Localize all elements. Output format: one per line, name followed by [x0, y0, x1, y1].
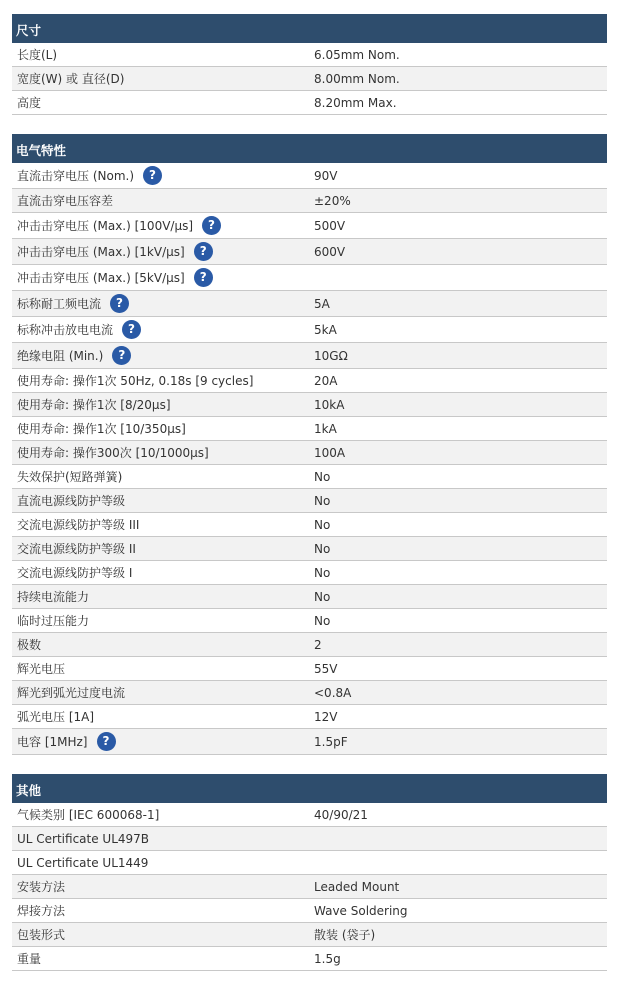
table-row — [12, 681, 607, 705]
table-row — [12, 465, 607, 489]
row-label-text: 直流击穿电压 (Nom.) — [17, 169, 135, 183]
row-value: 8.00mm Nom. — [314, 71, 400, 86]
section-title: 尺寸 — [12, 14, 607, 43]
row-label-text: 包装形式 — [17, 928, 66, 942]
row-value: No — [314, 589, 331, 604]
table-row — [12, 875, 607, 899]
row-label — [17, 317, 141, 342]
table-row — [12, 609, 607, 633]
table-row — [12, 851, 607, 875]
row-label-text: 标称耐工频电流 — [17, 297, 102, 311]
row-label — [17, 681, 125, 704]
row-value: Wave Soldering — [314, 903, 408, 918]
row-label — [17, 537, 136, 560]
row-label — [17, 369, 253, 392]
row-label — [17, 585, 89, 608]
table-row — [12, 827, 607, 851]
row-label-text: 使用寿命: 操作300次 [10/1000µs] — [17, 446, 209, 460]
row-label-text: 焊接方法 — [17, 904, 66, 918]
table-row — [12, 633, 607, 657]
table-row — [12, 189, 607, 213]
row-label-text: 安装方法 — [17, 880, 66, 894]
row-value: No — [314, 493, 331, 508]
help-icon[interactable]: ? — [110, 294, 129, 313]
row-label-text: 电容 [1MHz] — [17, 735, 88, 749]
row-value: 1.5pF — [314, 734, 348, 749]
row-label — [17, 239, 213, 264]
row-value: 40/90/21 — [314, 807, 368, 822]
row-value: <0.8A — [314, 685, 352, 700]
row-label — [17, 705, 94, 728]
help-icon[interactable]: ? — [194, 268, 213, 287]
table-row — [12, 43, 607, 67]
row-value: 55V — [314, 661, 338, 676]
row-value: 5A — [314, 296, 330, 311]
row-value: 10GΩ — [314, 348, 348, 363]
row-label — [17, 947, 41, 970]
row-label — [17, 633, 41, 656]
table-row — [12, 393, 607, 417]
row-label-text: 临时过压能力 — [17, 614, 90, 628]
row-label — [17, 67, 124, 90]
row-label — [17, 609, 89, 632]
row-label-text: 冲击击穿电压 (Max.) [1kV/µs] — [17, 245, 185, 259]
table-row — [12, 91, 607, 115]
table-row — [12, 537, 607, 561]
row-label — [17, 189, 113, 212]
row-value: 90V — [314, 168, 338, 183]
row-label-text: 交流电源线防护等级 II — [17, 542, 136, 556]
help-icon[interactable]: ? — [112, 346, 131, 365]
row-label-text: UL Certificate UL497B — [17, 831, 150, 846]
row-label — [17, 851, 148, 874]
row-label-text: 失效保护(短路弹簧) — [17, 470, 123, 484]
row-label — [17, 91, 41, 114]
row-label — [17, 657, 65, 680]
row-value: 1kA — [314, 421, 337, 436]
section-other — [12, 774, 607, 971]
row-label-text: 持续电流能力 — [17, 590, 90, 604]
row-label-text: 绝缘电阻 (Min.) — [17, 349, 104, 363]
row-value: 100A — [314, 445, 346, 460]
table-row — [12, 513, 607, 537]
table-row — [12, 705, 607, 729]
row-value: No — [314, 565, 331, 580]
row-value: No — [314, 613, 331, 628]
table-row — [12, 67, 607, 91]
section-title: 电气特性 — [12, 134, 607, 163]
row-value: Leaded Mount — [314, 879, 400, 894]
row-label-text: 标称冲击放电电流 — [17, 323, 114, 337]
table-row — [12, 561, 607, 585]
row-label — [17, 417, 186, 440]
row-label-text: UL Certificate UL1449 — [17, 855, 149, 870]
row-label-text: 直流击穿电压容差 — [17, 194, 114, 208]
table-row — [12, 899, 607, 923]
section-dimensions — [12, 14, 607, 115]
row-label-text: 极数 — [17, 638, 42, 652]
row-label — [17, 465, 122, 488]
row-label-text: 高度 — [17, 96, 42, 110]
row-label — [17, 875, 65, 898]
row-label — [17, 803, 159, 826]
row-label — [17, 291, 129, 316]
table-row — [12, 585, 607, 609]
table-row — [12, 265, 607, 291]
row-label-text: 辉光电压 — [17, 662, 66, 676]
row-value: No — [314, 469, 331, 484]
table-row — [12, 803, 607, 827]
row-label — [17, 265, 213, 290]
help-icon[interactable]: ? — [194, 242, 213, 261]
row-label — [17, 827, 149, 850]
row-label — [17, 213, 221, 238]
row-label — [17, 899, 65, 922]
row-label-text: 冲击击穿电压 (Max.) [100V/µs] — [17, 219, 194, 233]
help-icon[interactable]: ? — [143, 166, 162, 185]
row-label-text: 辉光到弧光过度电流 — [17, 686, 126, 700]
row-label-text: 使用寿命: 操作1次 [8/20µs] — [17, 398, 171, 412]
table-row — [12, 369, 607, 393]
row-label — [17, 513, 139, 536]
row-value: 20A — [314, 373, 338, 388]
row-label — [17, 343, 131, 368]
row-value: 10kA — [314, 397, 345, 412]
row-label-text: 气候类别 [IEC 600068-1] — [17, 808, 160, 822]
table-row — [12, 657, 607, 681]
row-label — [17, 43, 57, 66]
table-row — [12, 729, 607, 755]
row-value: 500V — [314, 218, 346, 233]
row-label-text: 长度(L) — [17, 48, 58, 62]
row-label — [17, 729, 116, 754]
row-label-text: 使用寿命: 操作1次 50Hz, 0.18s [9 cycles] — [17, 374, 254, 388]
table-row — [12, 239, 607, 265]
row-value: 5kA — [314, 322, 337, 337]
row-label-text: 交流电源线防护等级 III — [17, 518, 140, 532]
row-label-text: 宽度(W) 或 直径(D) — [17, 72, 125, 86]
row-label — [17, 163, 162, 188]
row-value: 2 — [314, 637, 322, 652]
row-value: 6.05mm Nom. — [314, 47, 400, 62]
table-row — [12, 923, 607, 947]
table-row — [12, 291, 607, 317]
row-value: 8.20mm Max. — [314, 95, 397, 110]
row-value: No — [314, 541, 331, 556]
row-value: 12V — [314, 709, 338, 724]
table-row — [12, 441, 607, 465]
row-value: No — [314, 517, 331, 532]
section-title: 其他 — [12, 774, 607, 803]
help-icon[interactable]: ? — [97, 732, 116, 751]
row-label — [17, 561, 132, 584]
row-value: 散装 (袋子) — [314, 928, 376, 942]
row-value: 1.5g — [314, 951, 341, 966]
table-row — [12, 163, 607, 189]
row-label-text: 冲击击穿电压 (Max.) [5kV/µs] — [17, 271, 185, 285]
row-label-text: 重量 — [17, 952, 42, 966]
row-label-text: 交流电源线防护等级 I — [17, 566, 133, 580]
row-label — [17, 489, 125, 512]
row-label — [17, 923, 65, 946]
row-label — [17, 441, 209, 464]
table-row — [12, 947, 607, 971]
section-electrical — [12, 134, 607, 755]
row-label-text: 使用寿命: 操作1次 [10/350µs] — [17, 422, 186, 436]
help-icon[interactable]: ? — [122, 320, 141, 339]
help-icon[interactable]: ? — [202, 216, 221, 235]
table-row — [12, 213, 607, 239]
table-row — [12, 489, 607, 513]
table-row — [12, 417, 607, 441]
row-value: ±20% — [314, 193, 351, 208]
row-label-text: 弧光电压 [1A] — [17, 710, 95, 724]
table-row — [12, 343, 607, 369]
table-row — [12, 317, 607, 343]
row-value: 600V — [314, 244, 346, 259]
row-label-text: 直流电源线防护等级 — [17, 494, 126, 508]
row-label — [17, 393, 171, 416]
